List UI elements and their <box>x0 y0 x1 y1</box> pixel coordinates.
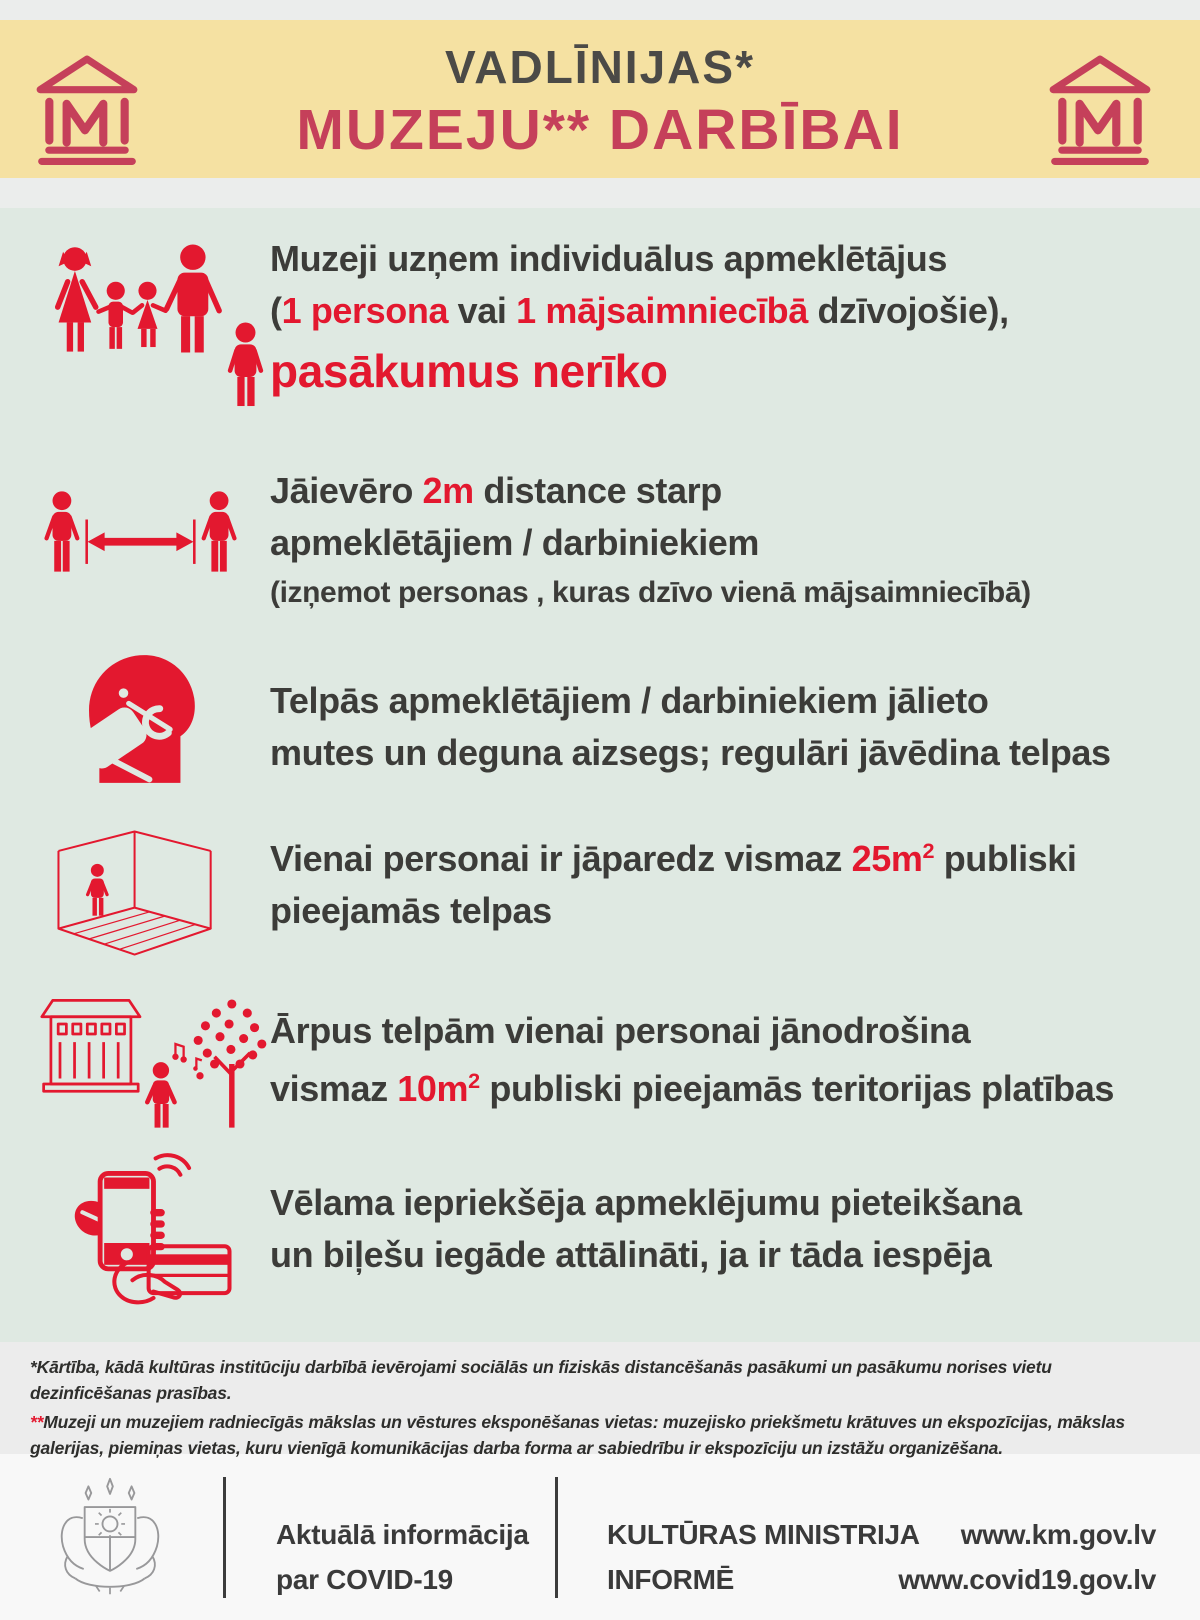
footnotes <box>30 1354 1172 1463</box>
rule-text: pieejamās telpas <box>270 889 552 931</box>
footer-divider <box>555 1477 558 1598</box>
rule-mask <box>270 682 1175 786</box>
superscript: 2 <box>468 1067 480 1093</box>
rule-text: Muzeji uzņem individuālus apmeklētājus <box>270 238 947 279</box>
rule-text: un biļešu iegāde attālināti, ja ir tāda iespēja <box>270 1233 992 1275</box>
footer-ministry <box>607 1512 920 1602</box>
footer-divider <box>223 1477 226 1598</box>
rule-text: Telpās apmeklētājiem / darbiniekiem jālieto <box>270 680 989 721</box>
footer-url-km: www.km.gov.lv <box>960 1519 1156 1550</box>
rule-individual-visitors <box>270 240 1175 398</box>
top-gray-strip <box>0 0 1200 20</box>
footer-url-covid19: www.covid19.gov.lv <box>898 1564 1156 1595</box>
room-area-icon <box>52 820 222 962</box>
footer-info-line2: par COVID-19 <box>276 1564 453 1595</box>
footnote-text: Kārtība, kādā kultūras institūciju darbībā ievērojami sociālās un fiziskās distancēšanās pasākumi un pasākumu norises vietu dezinficēšanas prasības. <box>30 1357 1052 1404</box>
footer-urls <box>898 1512 1156 1602</box>
footer-info-line1: Aktuālā informācija <box>276 1519 529 1550</box>
text-run: ( <box>270 289 282 331</box>
outdoor-territory-icon <box>26 984 274 1134</box>
footnote-2 <box>30 1409 1172 1462</box>
family-icon <box>25 234 270 412</box>
footnote-marker: * <box>30 1357 37 1377</box>
rule-text <box>270 840 1175 878</box>
text-run: dzīvojošie), <box>807 289 1009 331</box>
accent-text: 10m <box>397 1067 469 1109</box>
rule-highlight-text: pasākumus nerīko <box>270 344 668 397</box>
text-run: publiski <box>934 838 1077 879</box>
rule-text: Ārpus telpām vienai personai jānodrošina <box>270 1010 971 1051</box>
rule-text <box>270 472 1175 510</box>
accent-text: 1 mājsaimniecībā <box>516 289 808 331</box>
footnote-marker: ** <box>30 1411 44 1432</box>
rule-indoor-area <box>270 840 1175 944</box>
accent-text: 2m <box>422 470 474 511</box>
footer-ministry-line1: KULTŪRAS MINISTRIJA <box>607 1519 920 1550</box>
header-divider-strip <box>0 178 1200 208</box>
text-run: Vienai personai ir jāparedz vismaz <box>270 838 852 879</box>
poster-title-line2: MUZEJU** DARBĪBAI <box>296 98 904 162</box>
poster-title-line1: VADLĪNIJAS* <box>445 41 755 93</box>
text-run: vai <box>448 289 517 331</box>
text-run: distance starp <box>473 470 722 511</box>
text-run: publiski pieejamās teritorijas platības <box>479 1067 1114 1109</box>
rule-text: Vēlama iepriekšēja apmeklējumu pieteikšana <box>270 1182 1022 1223</box>
phone-payment-icon <box>50 1138 240 1310</box>
rule-outdoor-area <box>270 1012 1175 1122</box>
rule-note-text: (izņemot personas , kuras dzīvo vienā mājsaimniecībā) <box>270 575 1031 609</box>
distance-icon <box>38 482 243 604</box>
superscript: 2 <box>922 838 935 863</box>
footer-info <box>276 1512 529 1602</box>
latvia-coat-of-arms-icon <box>34 1477 186 1599</box>
rule-text <box>270 1067 1175 1109</box>
text-run: vismaz <box>270 1067 398 1109</box>
accent-text: 1 persona <box>281 289 449 331</box>
footnote-1 <box>30 1354 1172 1407</box>
face-mask-icon <box>68 650 198 788</box>
rule-text <box>270 289 1175 331</box>
footer-ministry-line2: INFORMĒ <box>607 1564 735 1595</box>
text-run: Jāievēro <box>270 470 423 511</box>
rule-booking <box>270 1184 1175 1288</box>
footnote-text: Muzeji un muzejiem radniecīgās mākslas un vēstures eksponēšanas vietas: muzejisko priekšmetu krātuves un ekspozīcijas, mākslas galerijas, piemiņas vietas, kuru vienīgā komunikācijas darba forma ar sabiedrību ir ekspozīciju un izstāžu organizēšana. <box>30 1411 1125 1458</box>
rule-distance <box>270 472 1175 610</box>
rule-text: apmeklētājiem / darbiniekiem <box>270 521 760 563</box>
accent-text: 25m <box>851 838 923 879</box>
rule-text: mutes un deguna aizsegs; regulāri jāvēdina telpas <box>270 731 1111 773</box>
